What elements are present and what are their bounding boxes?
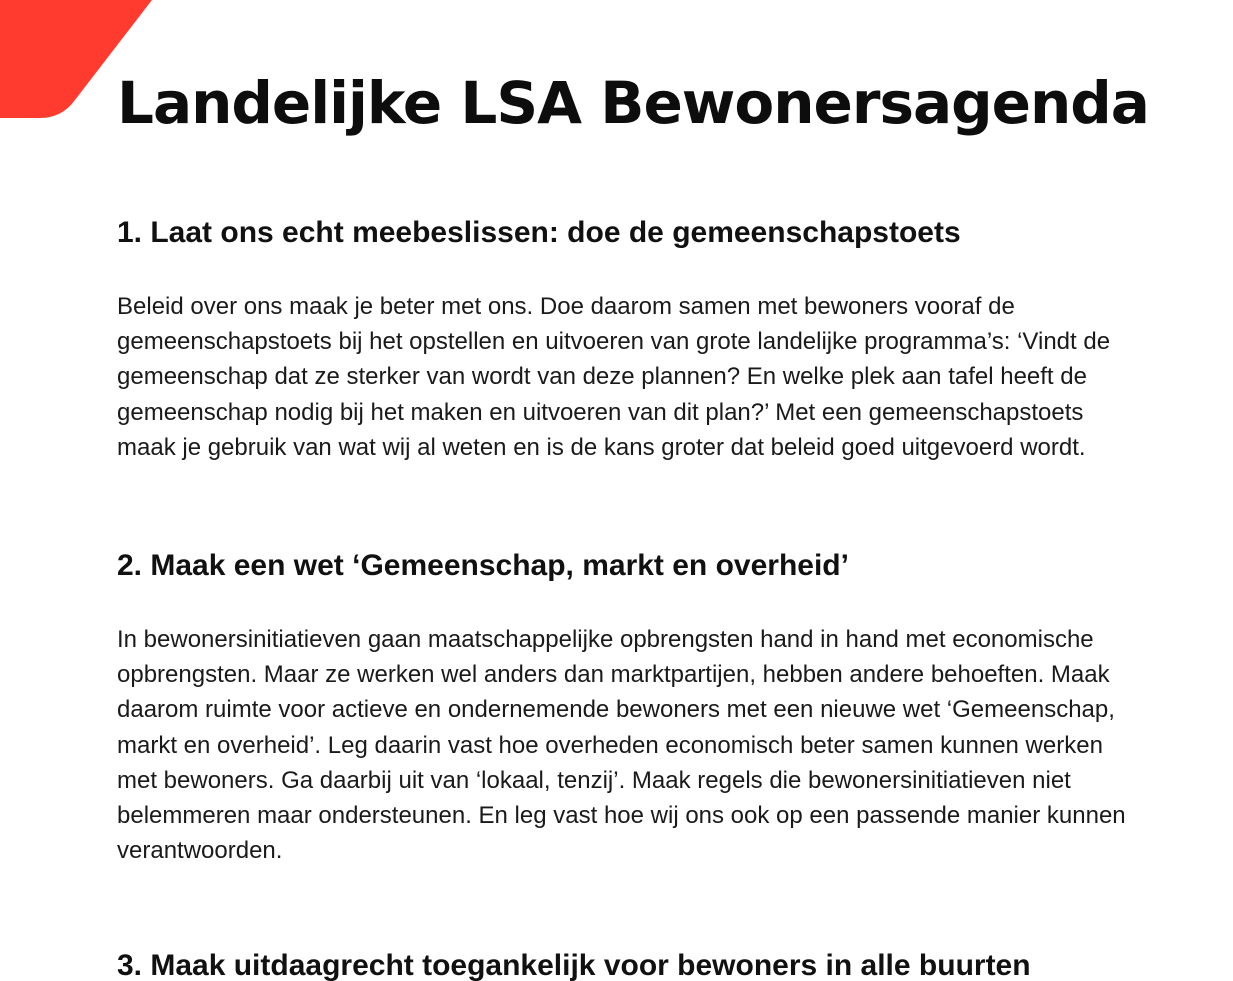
section-3-heading: 3. Maak uitdaagrecht toegankelijk voor bewoners in alle buurten (117, 949, 1031, 981)
page-title: Landelijke LSA Bewonersagenda (117, 69, 1149, 137)
section-2-body: In bewonersinitiatieven gaan maatschappelijke opbrengsten hand in hand met economische opbrengsten. Maar ze werken wel anders dan marktpartijen, hebben andere behoeften. Maak daarom ruimte voor actieve en ondernemende bewoners met een nieuwe wet ‘Gemeenschap, markt en overheid’. Leg daarin vast hoe overheden economisch beter samen kunnen werken met bewoners. Ga daarbij uit van ‘lokaal, tenzij’. Maak regels die bewonersinitiatieven niet belemmeren maar ondersteunen. En leg vast hoe wij ons ook op een passende manier kunnen verantwoorden. (117, 626, 1126, 865)
section-1-heading: 1. Laat ons echt meebeslissen: doe de gemeenschapstoets (117, 216, 961, 249)
section-2-heading: 2. Maak een wet ‘Gemeenschap, markt en overheid’ (117, 549, 849, 582)
section-1-body: Beleid over ons maak je beter met ons. Doe daarom samen met bewoners vooraf de gemeenschapstoets bij het opstellen en uitvoeren van grote landelijke programma’s: ‘Vindt de gemeenschap dat ze sterker van wordt van deze plannen? En welke plek aan tafel heeft de gemeenschap nodig bij het maken en uitvoeren van dit plan?’ Met een gemeenschapstoets maak je gebruik van wat wij al weten en is de kans groter dat beleid goed uitgevoerd wordt. (117, 293, 1111, 461)
